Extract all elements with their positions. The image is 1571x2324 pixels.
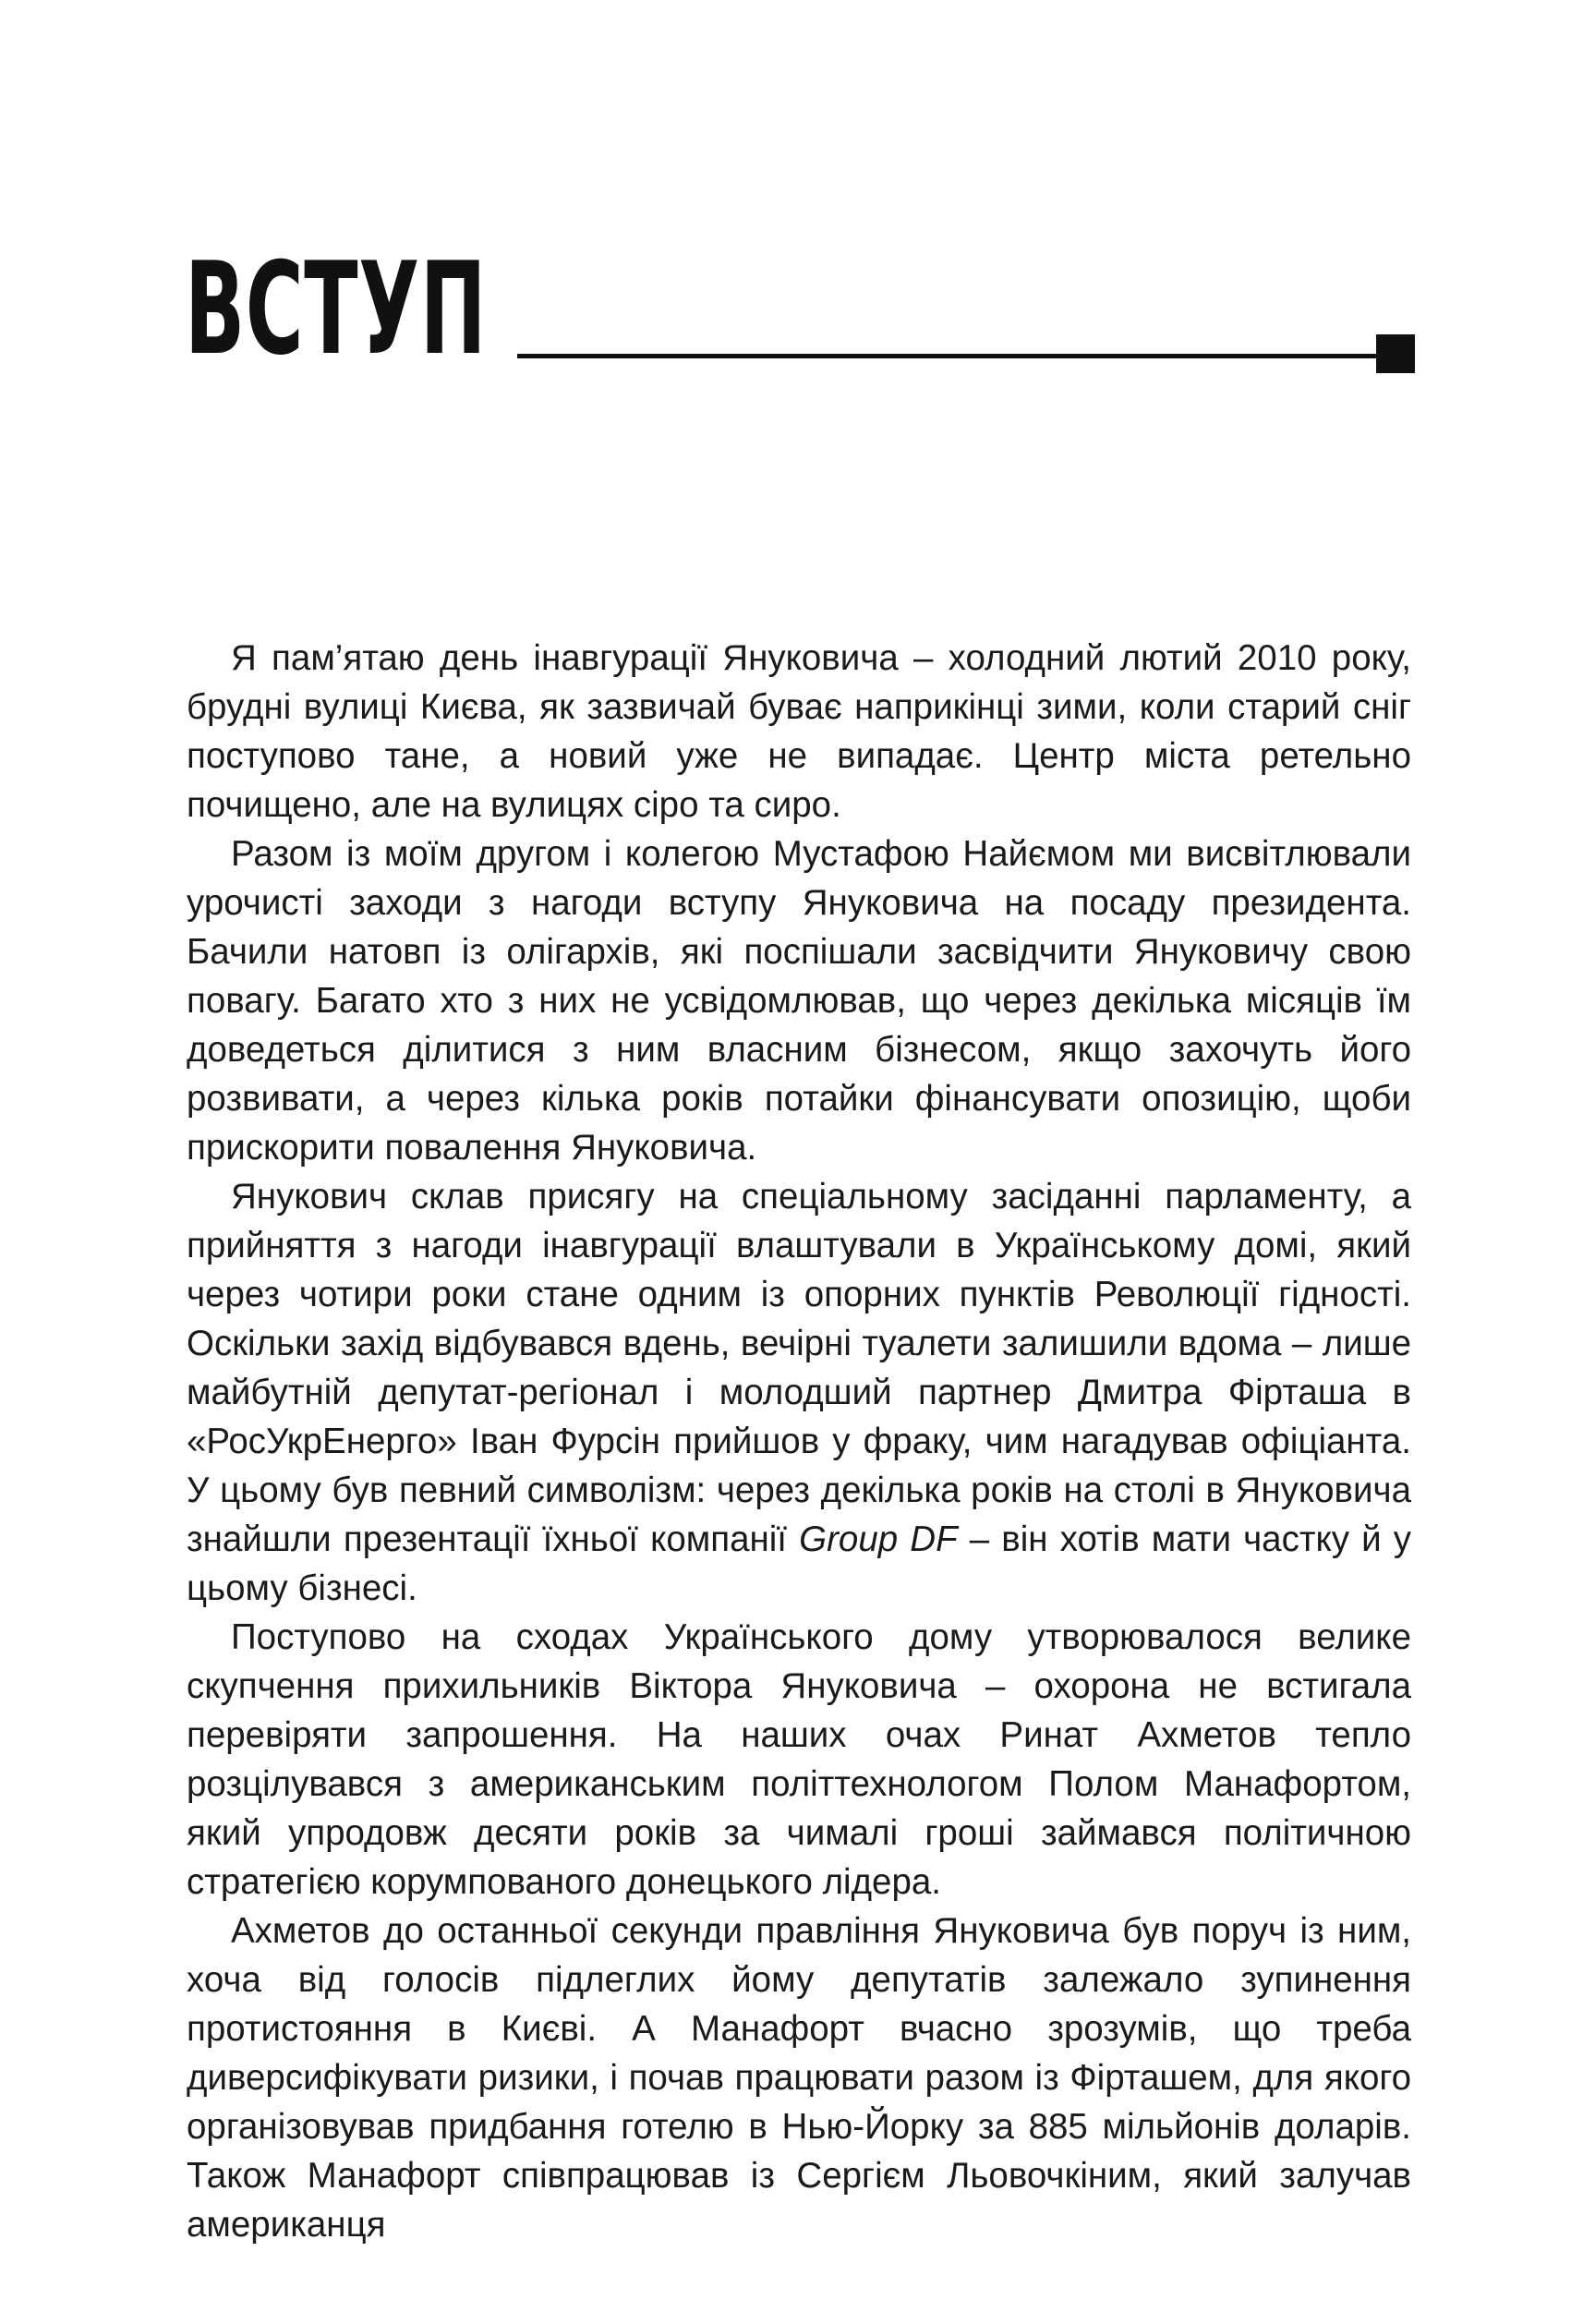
paragraph-text-continued: – він хотів мати частку й у цьому бізнесі. <box>187 1519 1411 1608</box>
paragraph-text: Разом із моїм другом і колегою Мустафою Найємом ми висвітлювали урочисті заходи з нагоди вступу Януковича на посаду президента. Бачили натовп із олігархів, які поспішали засвідчити Януковичу свою повагу. Багато хто з них не усвідомлював, що через декілька місяців їм доведеться ділитися з ним власним бізнесом, якщо захочуть його розвивати, а через кілька років потайки фінансувати опозицію, щоби прискорити повалення Януковича. <box>187 834 1411 1168</box>
paragraph <box>187 1172 1411 1613</box>
title-square-marker <box>1376 334 1415 373</box>
paragraph <box>187 1613 1411 1906</box>
paragraph-text: Поступово на сходах Українського дому утворювалося велике скупчення прихильників Віктора Януковича – охорона не встигала перевіряти запрошення. На наших очах Ринат Ахметов тепло розцілувався з американським політтехнологом Полом Манафортом, який упродовж десяти років за чималі гроші займався політичною стратегією корумпованого донецького лідера. <box>187 1617 1411 1902</box>
paragraph-text: Янукович склав присягу на спеціальному засіданні парламенту, а прийняття з нагоди інавгурації влаштували в Українському домі, який через чотири роки стане одним із опорних пунктів Революції гідності. Оскільки захід відбувався вдень, вечірні туалети залишили вдома – лише майбутній депутат-регіонал і молодший партнер Дмитра Фірташа в «РосУкрЕнерго» Іван Фурсін прийшов у фраку, чим нагадував офіціанта. У цьому був певний символізм: через декілька років на столі в Януковича знайшли презентації їхньої компанії <box>187 1177 1411 1559</box>
paragraph <box>187 634 1411 829</box>
body-text <box>187 634 1411 2249</box>
company-name-emphasis: Group DF <box>799 1519 958 1559</box>
paragraph <box>187 1906 1411 2249</box>
chapter-title: ВСТУП <box>185 235 488 383</box>
paragraph-text: Ахметов до останньої секунди правління Януковича був поруч із ним, хоча від голосів підлеглих йому депутатів залежало зупинення протистояння в Києві. А Манафорт вчасно зрозумів, що треба диверсифікувати ризики, і почав працювати разом із Фірташем, для якого організовував придбання готелю в Нью-Йорку за 885 мільйонів доларів. Також Манафорт співпрацював із Сергієм Льовочкіним, який залучав американця <box>187 1911 1411 2245</box>
paragraph-text: Я пам’ятаю день інавгурації Януковича – холодний лютий 2010 року, брудні вулиці Києва, як зазвичай буває наприкінці зими, коли старий сніг поступово тане, а новий уже не випадає. Центр міста ретельно почищено, але на вулицях сіро та сиро. <box>187 638 1411 825</box>
chapter-heading <box>185 236 1413 383</box>
paragraph <box>187 829 1411 1172</box>
title-rule <box>517 354 1376 358</box>
